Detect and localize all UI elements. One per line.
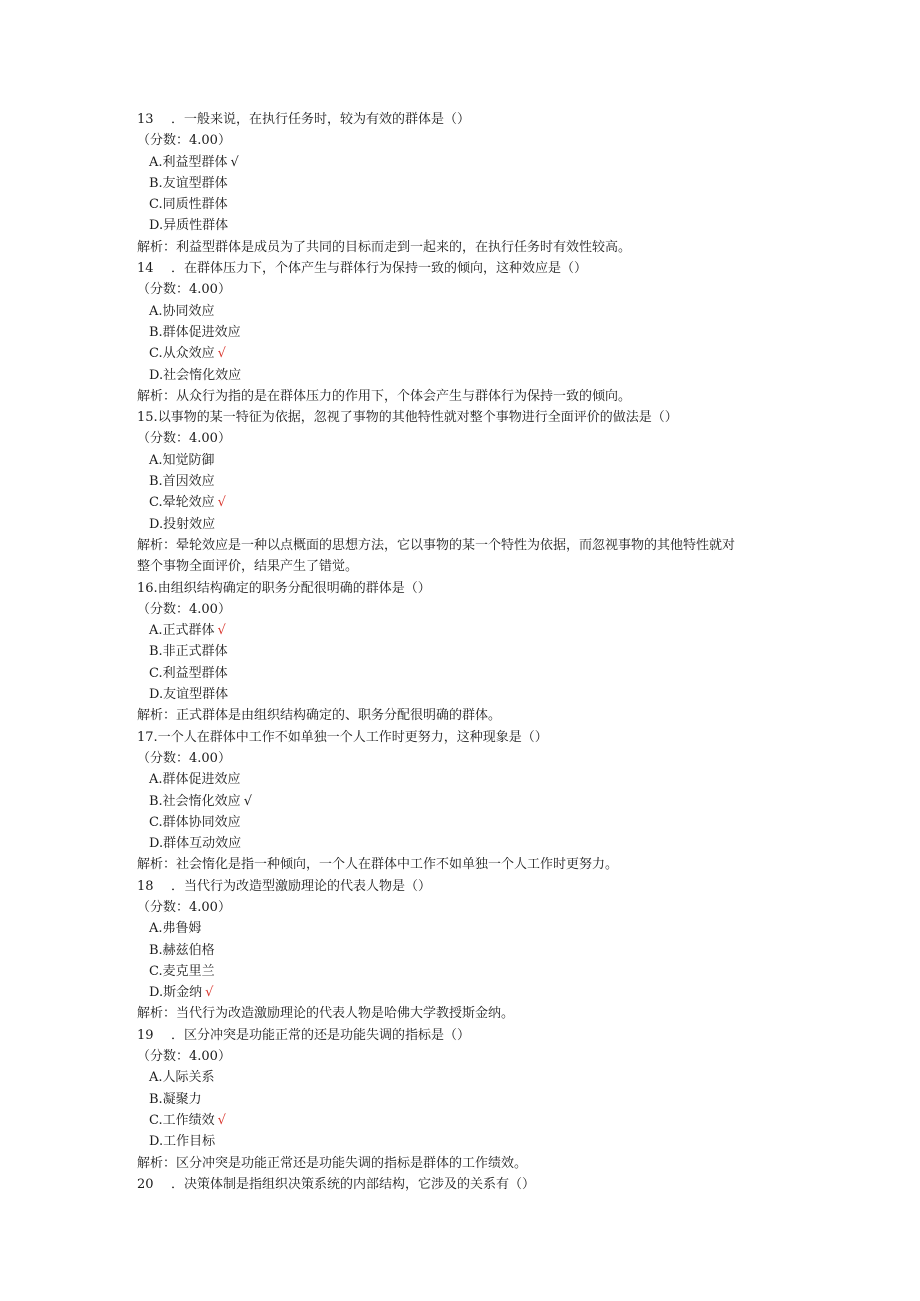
question-text: 决策体制是指组织决策系统的内部结构，它涉及的关系有（） [184,1176,536,1192]
answer-option [137,940,787,961]
question-stem [137,727,787,748]
answer-option-text: D.工作目标 [149,1134,216,1150]
question-text: 区分冲突是功能正常的还是功能失调的指标是（） [184,1027,471,1043]
question-number-separator: ． [158,112,185,127]
answer-option [137,471,787,492]
question-stem [137,1025,787,1046]
answer-option-text: B.群体促进效应 [149,324,241,340]
question-number-separator: ． [158,1027,185,1043]
correct-check-icon: √ [217,346,226,362]
answer-option [137,152,787,173]
answer-option [137,450,787,471]
answer-option [137,365,787,386]
question-score: （分数：4.00） [137,899,231,915]
answer-analysis: 解析：晕轮效应是一种以点概面的思想方法，它以事物的某一个特性为依据，而忽视事物的其他特性就对 [137,537,736,553]
answer-option-text: D.友谊型群体 [149,687,229,703]
answer-option [137,194,787,215]
question-stem [137,109,787,130]
answer-option-text: C.麦克里兰 [149,963,215,979]
question-score: （分数：4.00） [137,750,231,766]
answer-option-text: A.群体促进效应 [149,772,241,788]
question-number: 19 [137,1027,154,1043]
answer-option-text: D.斯金纳 [149,985,203,1001]
answer-option [137,492,787,513]
answer-option-text: B.首因效应 [149,474,215,490]
question-score: （分数：4.00） [137,282,231,298]
answer-option-text: B.凝聚力 [149,1091,202,1107]
question-number: 17. [137,729,158,745]
answer-option-text: A.正式群体 [149,623,215,639]
answer-option [137,1131,787,1152]
question-score: （分数：4.00） [137,601,231,617]
answer-option-text: B.社会惰化效应 [149,793,241,809]
correct-check-icon: √ [217,623,226,639]
correct-check-icon: √ [217,495,226,511]
answer-option-text: D.群体互动效应 [149,836,242,852]
question-text: 以事物的某一特征为依据，忽视了事物的其他特性就对整个事物进行全面评价的做法是（） [157,410,678,426]
question-number-separator: ． [158,878,185,894]
answer-option [137,620,787,641]
answer-option-text: B.非正式群体 [149,644,228,660]
correct-check-icon: √ [217,1112,226,1128]
question-number: 14 [137,261,154,277]
question-score: （分数：4.00） [137,431,231,447]
answer-option [137,173,787,194]
answer-option [137,833,787,854]
answer-option-text: C.从众效应 [149,346,215,362]
answer-option-text: A.协同效应 [149,303,215,319]
answer-option [137,301,787,322]
answer-analysis: 解析：利益型群体是成员为了共同的目标而走到一起来的，在执行任务时有效性较高。 [137,239,632,255]
question-stem [137,407,787,428]
correct-check-icon: √ [243,793,252,809]
answer-option [137,322,787,343]
question-stem [137,258,787,279]
answer-option [137,514,787,535]
document-body [137,109,787,1195]
question-number: 13 [137,112,154,127]
answer-option [137,663,787,684]
question-score: （分数：4.00） [137,133,231,149]
question-number-separator: ． [158,261,185,277]
answer-option [137,769,787,790]
answer-analysis: 解析：社会惰化是指一种倾向，一个人在群体中工作不如单独一个人工作时更努力。 [137,857,619,873]
answer-option-text: B.赫兹伯格 [149,942,215,958]
answer-option-text: A.弗鲁姆 [149,921,202,937]
answer-analysis: 解析：当代行为改造激励理论的代表人物是哈佛大学教授斯金纳。 [137,1006,515,1022]
answer-option [137,918,787,939]
answer-option [137,1067,787,1088]
answer-analysis: 解析：从众行为指的是在群体压力的作用下，个体会产生与群体行为保持一致的倾向。 [137,388,632,404]
answer-option [137,982,787,1003]
question-text: 当代行为改造型激励理论的代表人物是（） [184,878,432,894]
answer-analysis: 解析：正式群体是由组织结构确定的、职务分配很明确的群体。 [137,708,502,724]
question-text: 一个人在群体中工作不如单独一个人工作时更努力，这种现象是（） [157,729,548,745]
answer-option [137,1089,787,1110]
correct-check-icon: √ [205,985,214,1001]
question-text: 一般来说，在执行任务时，较为有效的群体是（） [184,112,471,127]
question-stem [137,1174,787,1195]
question-number: 18 [137,878,154,894]
answer-option-text: C.同质性群体 [149,197,228,213]
answer-option [137,684,787,705]
answer-option-text: A.利益型群体 [149,154,228,170]
answer-option-text: D.投射效应 [149,516,216,532]
answer-option [137,812,787,833]
answer-analysis-continued: 整个事物全面评价，结果产生了错觉。 [137,559,359,575]
answer-option-text: A.人际关系 [149,1070,215,1086]
question-text: 在群体压力下，个体产生与群体行为保持一致的倾向，这种效应是（） [184,261,588,277]
answer-option-text: C.工作绩效 [149,1112,215,1128]
question-stem [137,876,787,897]
answer-option [137,343,787,364]
answer-option-text: A.知觉防御 [149,452,215,468]
question-number: 15. [137,410,158,426]
question-stem [137,578,787,599]
answer-option-text: C.利益型群体 [149,665,228,681]
question-number-separator: ． [158,1176,185,1192]
answer-option [137,961,787,982]
correct-check-icon: √ [230,154,239,170]
answer-option-text: D.社会惰化效应 [149,367,242,383]
question-number: 20 [137,1176,154,1192]
answer-option-text: B.友谊型群体 [149,175,228,191]
answer-option [137,641,787,662]
question-number: 16. [137,580,158,596]
answer-analysis: 解析：区分冲突是功能正常还是功能失调的指标是群体的工作绩效。 [137,1155,528,1171]
answer-option [137,791,787,812]
answer-option-text: D.异质性群体 [149,218,229,234]
answer-option-text: C.群体协同效应 [149,814,241,830]
answer-option [137,215,787,236]
answer-option-text: C.晕轮效应 [149,495,215,511]
question-score: （分数：4.00） [137,1049,231,1065]
answer-option [137,1110,787,1131]
question-text: 由组织结构确定的职务分配很明确的群体是（） [157,580,431,596]
